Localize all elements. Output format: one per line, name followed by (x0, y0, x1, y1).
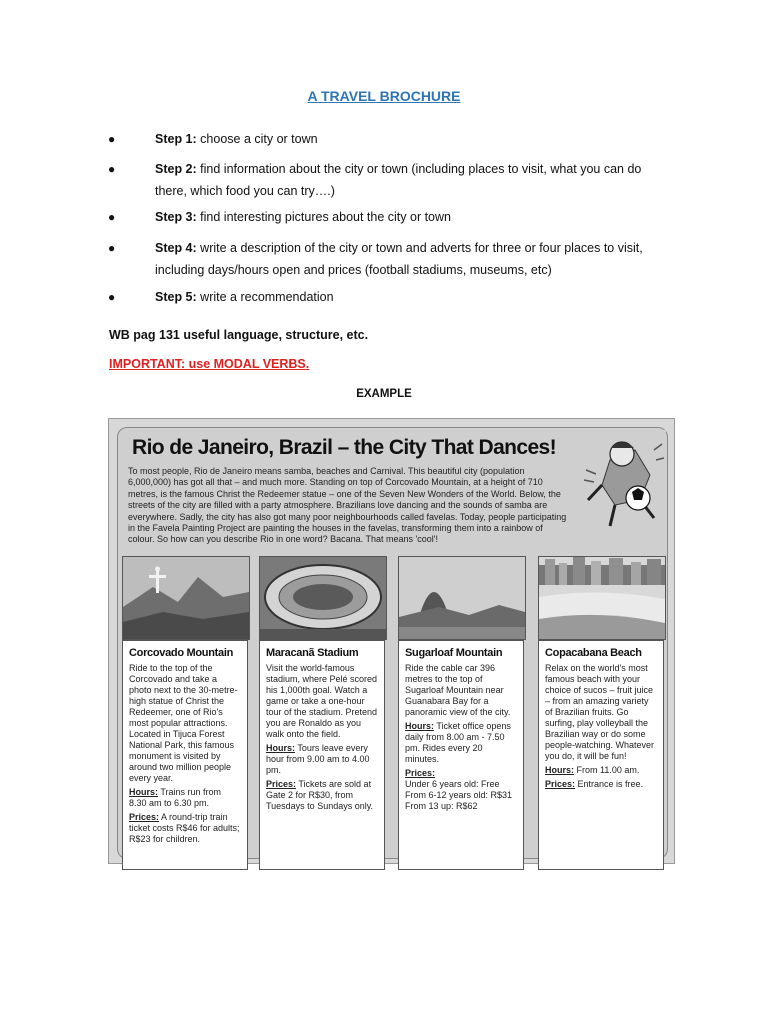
step-label: Step 3: (155, 210, 197, 224)
bullet-icon: ● (108, 241, 116, 255)
hours-text: Ticket office opens daily from 8.00 am - 7.50 pm. Rides every 20 minutes. (405, 721, 511, 764)
card-title: Copacabana Beach (545, 647, 642, 659)
hours-text: Tours leave every hour from 9.00 am to 4.00 pm. (266, 743, 370, 775)
bullet-icon: ● (108, 162, 116, 176)
sugarloaf-card (398, 640, 524, 870)
prices-label: Prices: (545, 779, 576, 789)
brochure-panel (117, 427, 668, 859)
maracana-card (259, 640, 385, 870)
hours-label: Hours: (266, 743, 295, 753)
maracana-photo (259, 556, 387, 640)
workbook-note: WB pag 131 useful language, structure, etc. (109, 328, 369, 342)
hours-label: Hours: (129, 787, 158, 797)
corcovado-card (122, 640, 248, 870)
card-body: Relax on the world's most famous beach with your choice of sucos – fruit juice – from an amazing variety of Brazilian fruits. Go surfing, play volleyball the Brazilian way or do some people-watching. Whatever you do, it will be fun! (545, 663, 655, 761)
prices-text: A round-trip train ticket costs R$46 for adults; R$23 for children. (129, 812, 240, 844)
card-title: Sugarloaf Mountain (405, 647, 503, 659)
step-text: write a recommendation (196, 290, 334, 304)
step-text: write a description of the city or town and adverts for three or four places to visit, including days/hours open and prices (football stadiums, museums, etc) (155, 241, 643, 277)
sugarloaf-photo (398, 556, 526, 640)
bullet-icon: ● (108, 210, 116, 224)
card-body: Visit the world-famous stadium, where Pelé scored his 1,000th goal. Watch a game or take a one-hour tour of the stadium. Pretend you are Ronaldo as you walk onto the field. (266, 663, 378, 739)
prices-text: Tickets are sold at Gate 2 for R$30, from Tuesdays to Sundays only. (266, 779, 374, 811)
list-item (108, 128, 658, 150)
hours-label: Hours: (405, 721, 434, 731)
step-text: find information about the city or town (including places to visit, what you can do there, which food you can try….) (155, 162, 642, 198)
step-label: Step 4: (155, 241, 197, 255)
corcovado-photo (122, 556, 250, 640)
list-item (108, 286, 658, 308)
list-item (108, 206, 658, 228)
brochure-intro: To most people, Rio de Janeiro means samba, beaches and Carnival. This beautiful city (population 6,000,000) has got all that – and much more. Standing on top of Corcovado Mountain, at a height of 710 metres, is the famous Christ the Redeemer statue – one of the Seven New Wonders of the World. Below, the streets of the city are filled with a party atmosphere. Brazilians love dancing and the sounds of samba are everywhere. Sadly, the city has also got many poor neighbourhoods called favelas. Today, people participating in the Favela Painting Project are painting the houses in the favelas, transforming them into a rainbow of colour. So how can you describe Rio in one word? Bacana. That means 'cool'! (128, 466, 567, 545)
card-body: Ride to the top of the Corcovado and take a photo next to the 30-metre-high statue of Christ the Redeemer, one of Rio's most popular attractions. Located in Tijuca Forest National Park, this famous monument is visited by around two million people every year. (129, 663, 238, 783)
list-item (108, 158, 658, 202)
step-label: Step 2: (155, 162, 197, 176)
copacabana-card (538, 640, 664, 870)
bullet-icon: ● (108, 132, 116, 146)
document-title: A TRAVEL BROCHURE (307, 88, 461, 104)
bullet-icon: ● (108, 290, 116, 304)
prices-label: Prices: (405, 768, 436, 778)
example-brochure (108, 418, 675, 864)
step-text: choose a city or town (196, 132, 318, 146)
football-player-illustration (580, 430, 666, 530)
hours-text: From 11.00 am. (574, 765, 640, 775)
hours-text: Trains run from 8.30 am to 6.30 pm. (129, 787, 222, 808)
card-title: Maracanã Stadium (266, 647, 359, 659)
hours-label: Hours: (545, 765, 574, 775)
step-label: Step 5: (155, 290, 197, 304)
prices-text: Entrance is free. (575, 779, 644, 789)
step-label: Step 1: (155, 132, 197, 146)
step-text: find interesting pictures about the city or town (196, 210, 451, 224)
card-title: Corcovado Mountain (129, 647, 233, 659)
prices-text: Under 6 years old: Free From 6-12 years old: R$31 From 13 up: R$62 (405, 779, 513, 811)
copacabana-photo (538, 556, 666, 640)
list-item (108, 237, 658, 281)
card-body: Ride the cable car 396 metres to the top of Sugarloaf Mountain near Guanabara Bay for a panoramic view of the city. (405, 663, 511, 717)
brochure-title: Rio de Janeiro, Brazil – the City That Dances! (132, 436, 557, 459)
prices-label: Prices: (129, 812, 160, 822)
example-label: EXAMPLE (356, 388, 412, 400)
important-note: IMPORTANT: use MODAL VERBS. (109, 357, 310, 371)
prices-label: Prices: (266, 779, 297, 789)
